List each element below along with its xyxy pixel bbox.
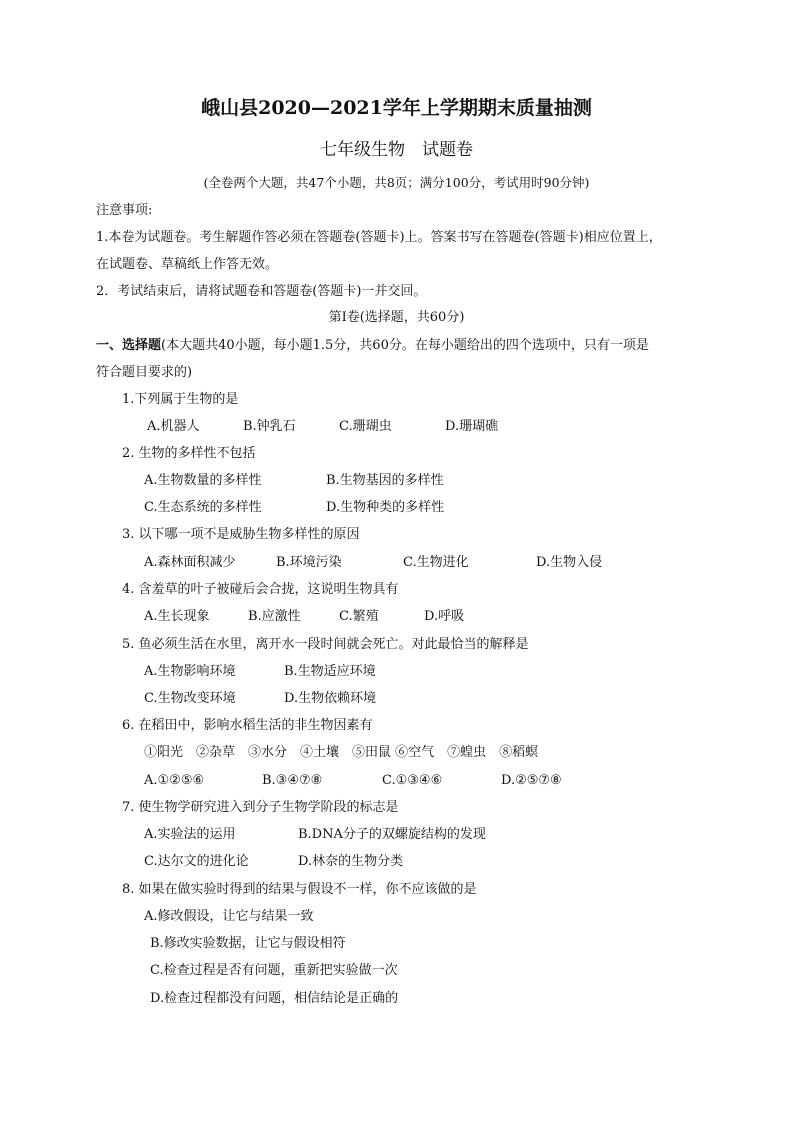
question-stem: 4. 含羞草的叶子被碰后会合拢，这说明生物具有 <box>122 582 399 597</box>
option-d: D.生物种类的多样性 <box>326 500 445 515</box>
exam-title: 峨山县2020—2021学年上学期期末质量抽测 <box>201 97 592 119</box>
part-title: 第Ⅰ卷(选择题，共60分) <box>328 310 465 325</box>
option-a: A.森林面积减少 <box>144 555 236 570</box>
exam-info: (全卷两个大题，共47个小题，共8页；满分100分，考试用时90分钟) <box>203 175 590 190</box>
option-c: C.生态系统的多样性 <box>144 500 262 515</box>
option-a: A.①②⑤⑥ <box>144 773 205 788</box>
option-a: A.生物影响环境 <box>144 664 236 679</box>
option-d: D.林奈的生物分类 <box>298 854 404 869</box>
question-stem: 6. 在稻田中，影响水稻生活的非生物因素有 <box>122 718 373 733</box>
section-desc-cont: 符合题目要求的) <box>96 365 193 380</box>
question-items: ①阳光 ②杂草 ③水分 ④土壤 ⑤田鼠 ⑥空气 ⑦蝗虫 ⑧稻螟 <box>144 745 539 760</box>
option-b: B.钟乳石 <box>243 419 296 434</box>
option-a: A.机器人 <box>147 419 200 434</box>
option-b: B.修改实验数据，让它与假设相符 <box>150 936 346 951</box>
question-stem: 3. 以下哪一项不是威胁生物多样性的原因 <box>122 527 360 542</box>
option-b: B.生物适应环境 <box>284 664 376 679</box>
option-c: C.珊瑚虫 <box>339 419 392 434</box>
question-stem: 7. 使生物学研究进入到分子生物学阶段的标志是 <box>122 800 399 815</box>
option-c: C.生物进化 <box>403 555 469 570</box>
option-d: D.检查过程都没有问题，相信结论是正确的 <box>150 991 399 1006</box>
notice-item-1-cont: 在试题卷、草稿纸上作答无效。 <box>96 257 279 272</box>
option-d: D.生物入侵 <box>536 555 603 570</box>
option-c: C.生物改变环境 <box>144 691 236 706</box>
option-d: D.生物依赖环境 <box>284 691 377 706</box>
section-label: 一、选择题 <box>96 338 162 353</box>
question-stem: 8. 如果在做实验时得到的结果与假设不一样，你不应该做的是 <box>122 882 477 897</box>
option-a: A.修改假设，让它与结果一致 <box>144 909 314 924</box>
option-c: C.繁殖 <box>339 609 379 624</box>
option-b: B.生物基因的多样性 <box>326 473 444 488</box>
notice-heading: 注意事项: <box>96 203 153 218</box>
option-b: B.应激性 <box>248 609 301 624</box>
question-stem: 2. 生物的多样性不包括 <box>122 446 256 461</box>
option-d: D.珊瑚礁 <box>445 419 499 434</box>
option-d: D.呼吸 <box>424 609 465 624</box>
option-d: D.②⑤⑦⑧ <box>501 773 562 788</box>
section-heading <box>96 338 649 354</box>
option-a: A.实验法的运用 <box>144 827 236 842</box>
notice-item-1: 1.本卷为试题卷。考生解题作答必须在答题卷(答题卡)上。答案书写在答题卷(答题卡)相应位置上， <box>96 230 662 245</box>
question-stem: 5. 鱼必须生活在水里，离开水一段时间就会死亡。对此最恰当的解释是 <box>122 637 529 652</box>
section-desc: (本大题共40小题，每小题1.5分，共60分。在每小题给出的四个选项中，只有一项是 <box>161 338 649 353</box>
question-stem: 1.下列属于生物的是 <box>122 392 239 407</box>
option-c: C.检查过程是否有问题，重新把实验做一次 <box>150 963 398 978</box>
option-c: C.①③④⑥ <box>382 773 443 788</box>
option-b: B.DNA分子的双螺旋结构的发现 <box>298 827 486 842</box>
notice-item-2: 2．考试结束后，请将试题卷和答题卷(答题卡)一并交回。 <box>96 284 427 299</box>
option-a: A.生物数量的多样性 <box>144 473 262 488</box>
option-a: A.生长现象 <box>144 609 210 624</box>
option-b: B.③④⑦⑧ <box>262 773 323 788</box>
exam-subtitle: 七年级生物 试题卷 <box>320 140 473 160</box>
option-b: B.环境污染 <box>276 555 342 570</box>
option-c: C.达尔文的进化论 <box>144 854 249 869</box>
